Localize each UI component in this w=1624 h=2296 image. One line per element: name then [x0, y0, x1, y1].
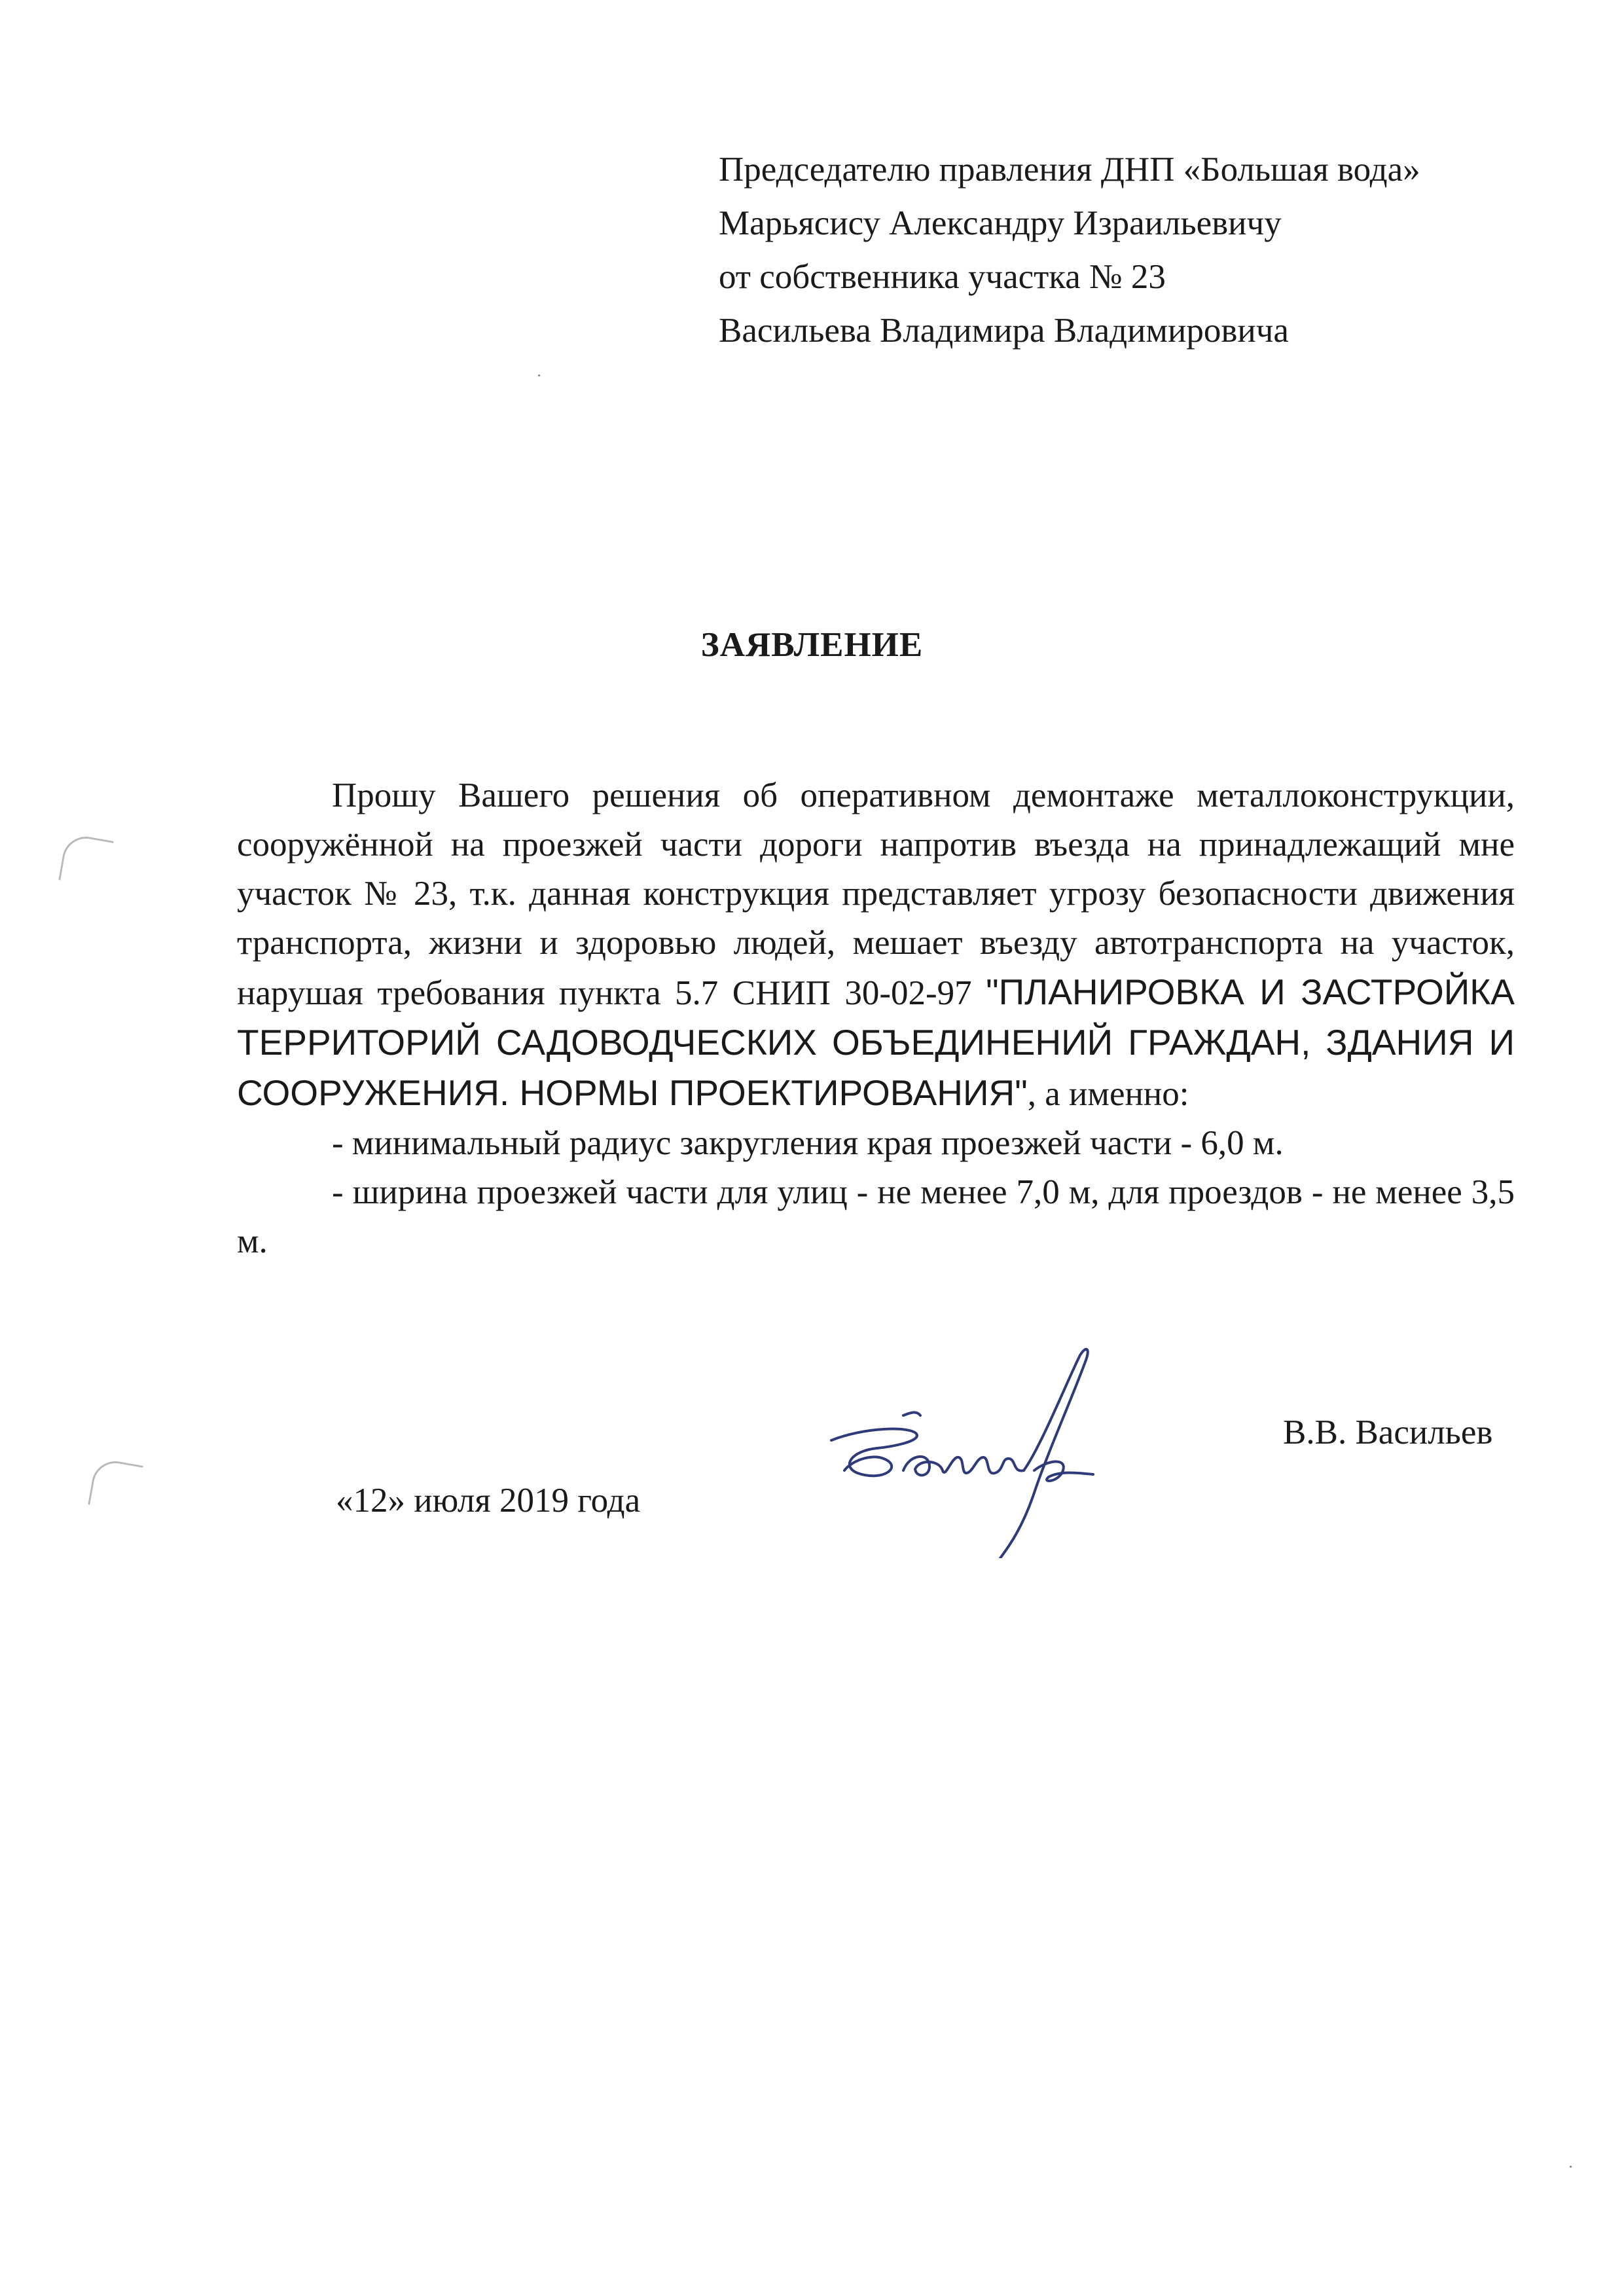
signer-name: В.В. Васильев — [1283, 1413, 1493, 1451]
requirement-item-1: - минимальный радиус закругления края проезжей части - 6,0 м. — [332, 1124, 1284, 1162]
addressee-line-4: Васильева Владимира Владимировича — [719, 312, 1289, 350]
addressee-line-2: Марьясису Александру Израильевичу — [719, 204, 1282, 242]
document-title: ЗАЯВЛЕНИЕ — [700, 626, 924, 664]
main-paragraph — [237, 771, 1515, 1119]
punch-hole-mark — [58, 833, 114, 888]
document-body — [237, 771, 1515, 1266]
addressee-block — [719, 143, 1537, 357]
scan-speck — [538, 374, 540, 376]
requirement-item-2: - ширина проезжей части для улиц - не менее 7,0 м, для проездов - не менее 3,5 м. — [237, 1173, 1515, 1260]
addressee-line-1: Председателю правления ДНП «Большая вода» — [719, 151, 1420, 189]
paragraph-text-start: Прошу Вашего решения об оперативном демонтаже металлоконструкции, сооружённой на проезжей части дороги напротив въезда на принадлежащий мне участок № 23, т.к. данная конструкция представляет угрозу безопасности движения транспорта, жизни и здоровью людей, мешает въезду автотранспорта на участок, нарушая требования пункта 5.7 СНИП 30-02-97 — [237, 776, 1515, 1012]
snip-title-text: "ПЛАНИРОВКА И ЗАСТРОЙКА ТЕРРИТОРИЙ САДОВОДЧЕСКИХ ОБЪЕДИНЕНИЙ ГРАЖДАН, ЗДАНИЯ И СООРУЖЕНИЯ. НОРМЫ ПРОЕКТИРОВАНИЯ" — [237, 972, 1515, 1113]
handwritten-signature — [805, 1342, 1146, 1558]
punch-hole-mark — [88, 1457, 143, 1513]
scan-speck — [1570, 2166, 1572, 2168]
addressee-line-3: от собственника участка № 23 — [719, 258, 1166, 296]
paragraph-text-end: , а именно: — [1027, 1075, 1189, 1113]
document-date: «12» июля 2019 года — [336, 1482, 641, 1520]
